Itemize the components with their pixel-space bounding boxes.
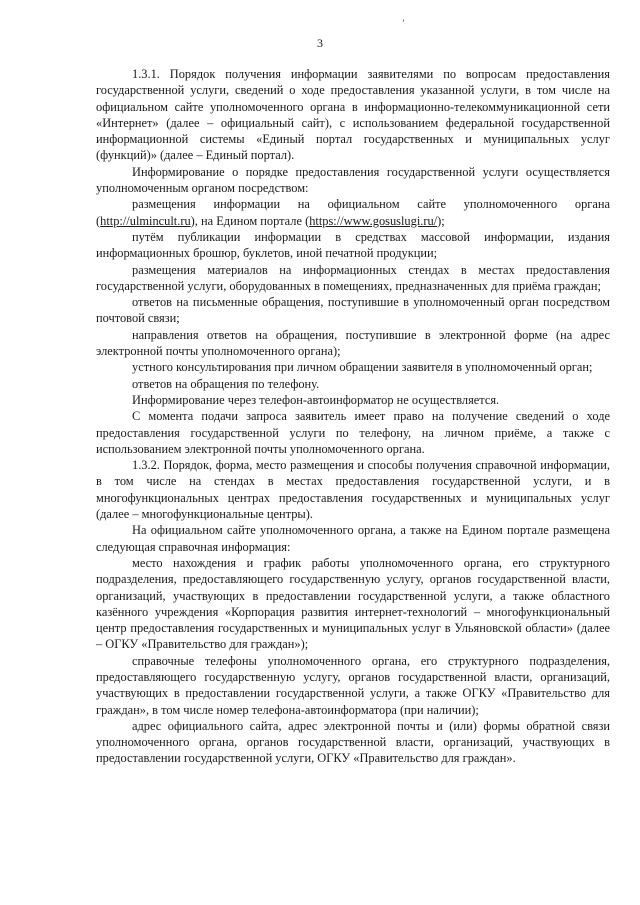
paragraph-autoinformer: Информирование через телефон-автоинформатор не осуществляется. — [132, 392, 500, 407]
paragraph-phone-answers: ответов на обращения по телефону. — [132, 376, 320, 391]
paragraph-official-site-pre: размещения информации на официальном сайте уполномоченного органа ( — [96, 197, 610, 228]
paragraph-1-3-2: 1.3.2. Порядок, форма, место размещения и способы получения справочной информации, в том числе на стендах в местах предоставления государственной услуги, и в многофункциональных центрах предоставления государственных и муниципальных услуг (далее – многофункциональные центры). — [96, 458, 610, 522]
paragraph-official-site-post: ); — [437, 213, 445, 228]
paragraph-informing-intro: Информирование о порядке предоставления государственной услуги осуществляется уполномоченным органом посредством: — [96, 164, 610, 196]
document-body — [96, 66, 610, 767]
paragraph-official-site-mid: ), на Едином портале ( — [190, 213, 310, 228]
paragraph-reference-info-intro: На официальном сайте уполномоченного органа, а также на Едином портале размещена следующая справочная информация: — [96, 523, 610, 554]
scan-speck: ʼ — [402, 18, 405, 28]
paragraph-info-stands: размещения материалов на информационных стендах в местах предоставления государственной услуги, оборудованных в помещениях, предназначенных для приёма граждан; — [96, 262, 610, 293]
paragraph-mass-media: путём публикации информации в средствах массовой информации, издания информационных брошюр, буклетов, иной печатной продукции; — [96, 229, 610, 261]
gosuslugi-link[interactable]: https://www.gosuslugi.ru/ — [309, 213, 438, 228]
ulmincult-link[interactable]: http://ulmincult.ru — [100, 213, 191, 228]
paragraph-written-appeals: ответов на письменные обращения, поступившие в уполномоченный орган посредством почтовой связи; — [96, 295, 610, 326]
paragraph-site-email: адрес официального сайта, адрес электронной почты и (или) формы обратной связи уполномоченного органа, органов государственной власти, организаций, участвующих в предоставлении государственной услуги, ОГКУ «Правительство для граждан». — [96, 718, 610, 766]
paragraph-electronic-appeals: направления ответов на обращения, поступившие в электронной форме (на адрес электронной почты уполномоченного органа); — [96, 327, 610, 359]
paragraph-location-schedule: место нахождения и график работы уполномоченного органа, его структурного подразделения, предоставляющего государственную услугу, органов государственной власти, организаций, участвующих в предоставлении государственной услуги, а также областного казённого учреждения «Корпорация развития интернет-технологий – многофункциональный центр предоставления государственных и муниципальных услуг в Ульяновской области» (далее – ОГКУ «Правительство для граждан»); — [96, 555, 610, 652]
paragraph-oral-consulting: устного консультирования при личном обращении заявителя в уполномоченный орган; — [132, 360, 593, 375]
paragraph-reference-phones: справочные телефоны уполномоченного органа, его структурного подразделения, предоставляющего государственную услугу, органов государственной власти, организаций, участвующих в предоставлении государственной услуги, а также ОГКУ «Правительство для граждан», в том числе номер телефона-автоинформатора (при наличии); — [96, 653, 610, 717]
paragraph-request-status: С момента подачи запроса заявитель имеет право на получение сведений о ходе предоставления государственной услуги по телефону, на личном приёме, а также с использованием электронной почты уполномоченного органа. — [96, 409, 610, 456]
page-number: 3 — [317, 36, 323, 50]
paragraph-official-site — [96, 196, 610, 229]
paragraph-1-3-1: 1.3.1. Порядок получения информации заявителями по вопросам предоставления государственной услуги, сведений о ходе предоставления указанной услуги, в том числе на официальном сайте уполномоченного органа в информационно-телекоммуникационной сети «Интернет» (далее – официальный сайт), с использованием федеральной государственной информационной системы «Единый портал государственных и муниципальных услуг (функций)» (далее – Единый портал). — [96, 67, 610, 163]
